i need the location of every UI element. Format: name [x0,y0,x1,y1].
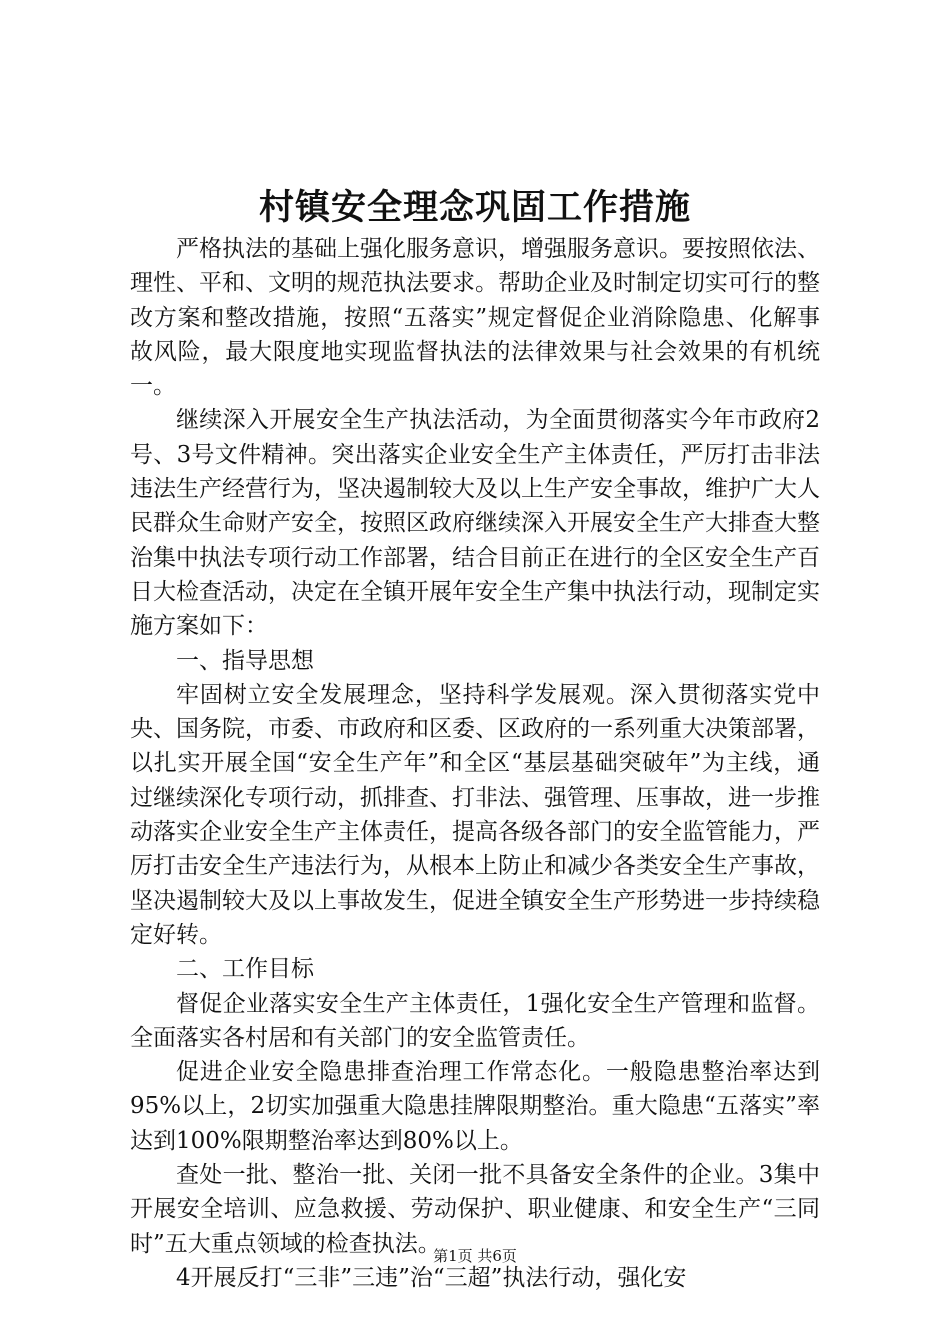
paragraph: 牢固树立安全发展理念，坚持科学发展观。深入贯彻落实党中央、国务院，市委、市政府和区委、区政府的一系列重大决策部署，以扎实开展全国“安全生产年”和全区“基层基础突破年”为主线，通过继续深化专项行动，抓排查、打非法、强管理、压事故，进一步推动落实企业安全生产主体责任，提高各级各部门的安全监管能力，严厉打击安全生产违法行为，从根本上防止和减少各类安全生产事故，坚决遏制较大及以上事故发生，促进全镇安全生产形势进一步持续稳定好转。 [130,681,820,948]
paragraph: 严格执法的基础上强化服务意识，增强服务意识。要按照依法、理性、平和、文明的规范执法要求。帮助企业及时制定切实可行的整改方案和整改措施，按照“五落实”规定督促企业消除隐患、化解事故风险，最大限度地实现监督执法的法律效果与社会效果的有机统一。 [130,236,820,400]
document-title: 村镇安全理念巩固工作措施 [258,187,691,228]
section-heading: 一、指导思想 [176,647,314,674]
section-heading: 二、工作目标 [176,956,314,983]
paragraph: 4开展反打“三非”三违”治“三超”执法行动，强化安 [176,1264,687,1291]
paragraph: 查处一批、整治一批、关闭一批不具备安全条件的企业。3集中开展安全培训、应急救援、劳动保护、职业健康、和安全生产“三同时”五大重点领域的检查执法。 [130,1162,820,1257]
document-body [130,232,820,1295]
paragraph: 督促企业落实安全生产主体责任，1强化安全生产管理和监督。全面落实各村居和有关部门的安全监管责任。 [130,990,820,1051]
paragraph: 继续深入开展安全生产执法活动，为全面贯彻落实今年市政府2号、3号文件精神。突出落实企业安全生产主体责任，严厉打击非法违法生产经营行为，坚决遏制较大及以上生产安全事故，维护广大人民群众生命财产安全，按照区政府继续深入开展安全生产大排查大整治集中执法专项行动工作部署，结合目前正在进行的全区安全生产百日大检查活动，决定在全镇开展年安全生产集中执法行动，现制定实施方案如下： [130,407,820,640]
paragraph: 促进企业安全隐患排查治理工作常态化。一般隐患整治率达到95%以上，2切实加强重大隐患挂牌限期整治。重大隐患“五落实”率达到100%限期整治率达到80%以上。 [130,1059,820,1154]
page-footer: 第1页 共6页 [433,1247,517,1265]
